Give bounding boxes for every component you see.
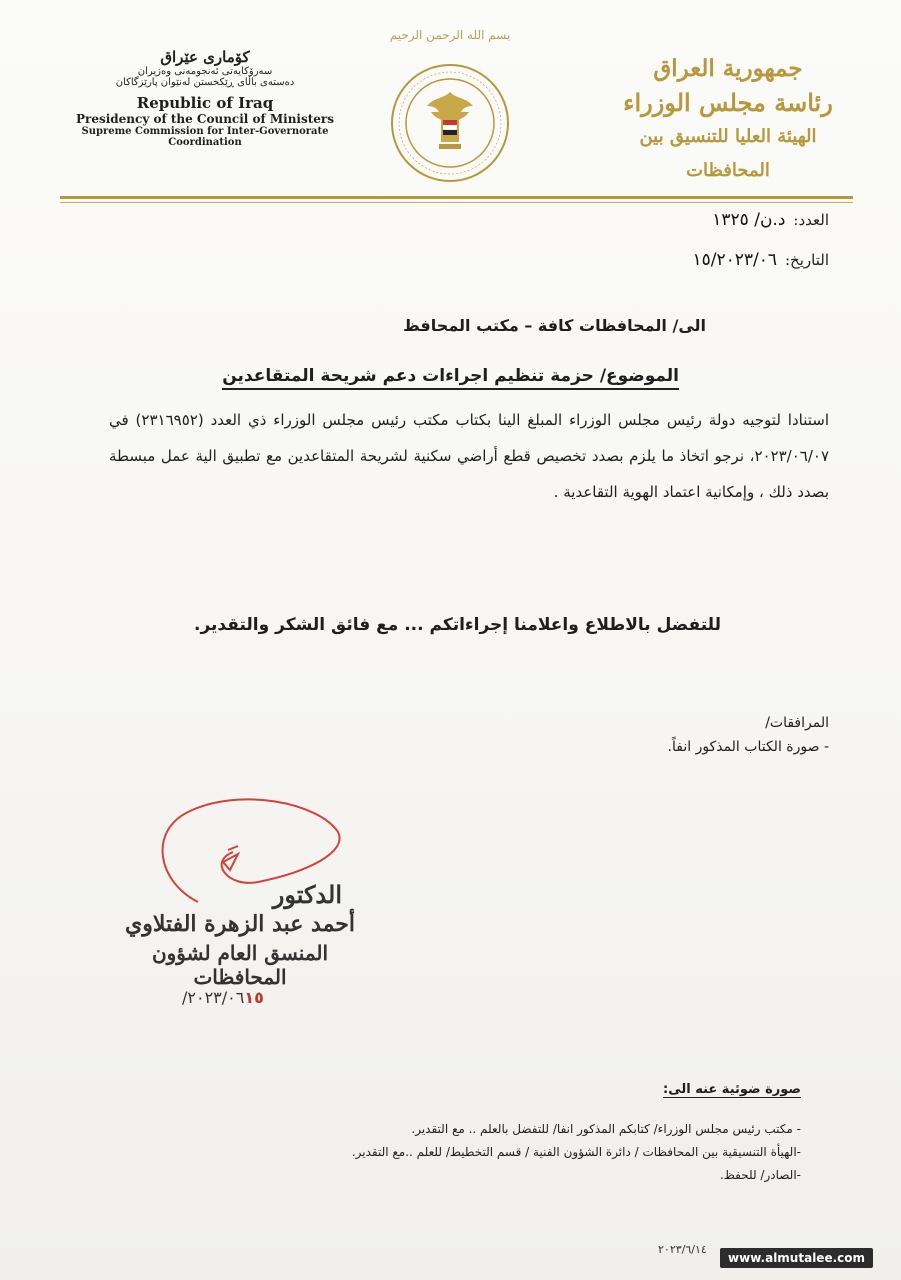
english-presidency: Presidency of the Council of Ministers xyxy=(75,112,334,126)
basmala: بسم الله الرحمن الرحيم xyxy=(389,28,511,42)
cc-item: -الصادر/ للحفظ. xyxy=(719,1168,801,1182)
reference-date xyxy=(692,250,829,270)
subject: الموضوع/ حزمة تنظيم اجراءات دعم شريحة المتقاعدين xyxy=(222,366,679,390)
letterhead-country: جمهورية العراق xyxy=(653,55,803,82)
recipient: الى/ المحافظات كافة – مكتب المحافظ xyxy=(403,316,706,335)
letterhead-commission: الهيئة العليا للتنسيق بين المحافظات xyxy=(639,126,817,181)
header-divider-thin xyxy=(60,202,853,203)
signature-date-day: ١٥ xyxy=(244,988,264,1007)
arabic-letterhead xyxy=(603,52,853,188)
header-divider xyxy=(60,196,853,199)
footer-date: ٢٠٢٣/٦/١٤ xyxy=(658,1243,707,1256)
reference-number-value: د.ن/ ١٣٢٥ xyxy=(712,210,786,230)
letterhead-presidency: رئاسة مجلس الوزراء xyxy=(623,88,833,117)
reference-number xyxy=(712,210,829,230)
reference-date-value: ١٥/٢٠٢٣/٠٦ xyxy=(692,250,777,270)
kurdish-country: كۆماری عێراق xyxy=(160,48,250,66)
signature-date xyxy=(182,988,264,1007)
cc-title: صورة ضوئية عنه الى: xyxy=(663,1082,801,1097)
kurdish-presidency: سەرۆکایەتی ئەنجومەنی وەزیران xyxy=(137,66,273,77)
cc-item: -الهيأة التنسيقية بين المحافظات / دائرة الشؤون الفنية / قسم التخطيط/ للعلم ..مع التقدير. xyxy=(351,1145,801,1159)
cc-list xyxy=(352,1118,801,1187)
reference-number-label: العدد: xyxy=(793,211,829,229)
signature-name: أحمد عبد الزهرة الفتلاوي xyxy=(124,911,356,937)
attachment-item: - صورة الكتاب المذكور انفاً. xyxy=(667,739,829,755)
closing-line: للتفضل بالاطلاع واعلامنا إجراءاتكم ... مع فائق الشكر والتقدير. xyxy=(194,615,721,635)
reference-date-label: التاريخ: xyxy=(785,251,829,269)
english-commission: Supreme Commission for Inter-Governorate Coordination xyxy=(81,126,329,148)
signature-position: المنسق العام لشؤون المحافظات xyxy=(151,941,329,989)
signature-date-rest: /٢٠٢٣/٠٦ xyxy=(182,988,245,1007)
iraq-emblem-seal xyxy=(389,62,511,184)
cc-item: - مكتب رئيس مجلس الوزراء/ كتابكم المذكور انفا/ للتفضل بالعلم .. مع التقدير. xyxy=(411,1122,801,1136)
signature-title: الدكتور xyxy=(272,880,342,909)
signature-block xyxy=(120,880,360,989)
letter-body: استنادا لتوجيه دولة رئيس مجلس الوزراء المبلغ الينا بكتاب مكتب رئيس مجلس الوزراء ذي العدد (٢٣١٦٩٥٢) في ٢٠٢٣/٠٦/٠٧، نرجو اتخاذ ما يلزم بصدد تخصيص قطع أراضي سكنية لشريحة المتقاعدين مع تطبيق الية عمل مبسطة بصدد ذلك ، وإمكانية اعتماد الهوية التقاعدية . xyxy=(109,411,829,501)
english-country: Republic of Iraq xyxy=(136,94,274,112)
kurdish-english-letterhead xyxy=(60,48,350,148)
kurdish-commission: دەستەی باڵای ڕێکخستن لەنێوان پارێزگاکان xyxy=(115,77,295,88)
watermark-url: www.almutalee.com xyxy=(720,1248,873,1268)
attachments-title: المرافقات/ xyxy=(765,715,829,731)
